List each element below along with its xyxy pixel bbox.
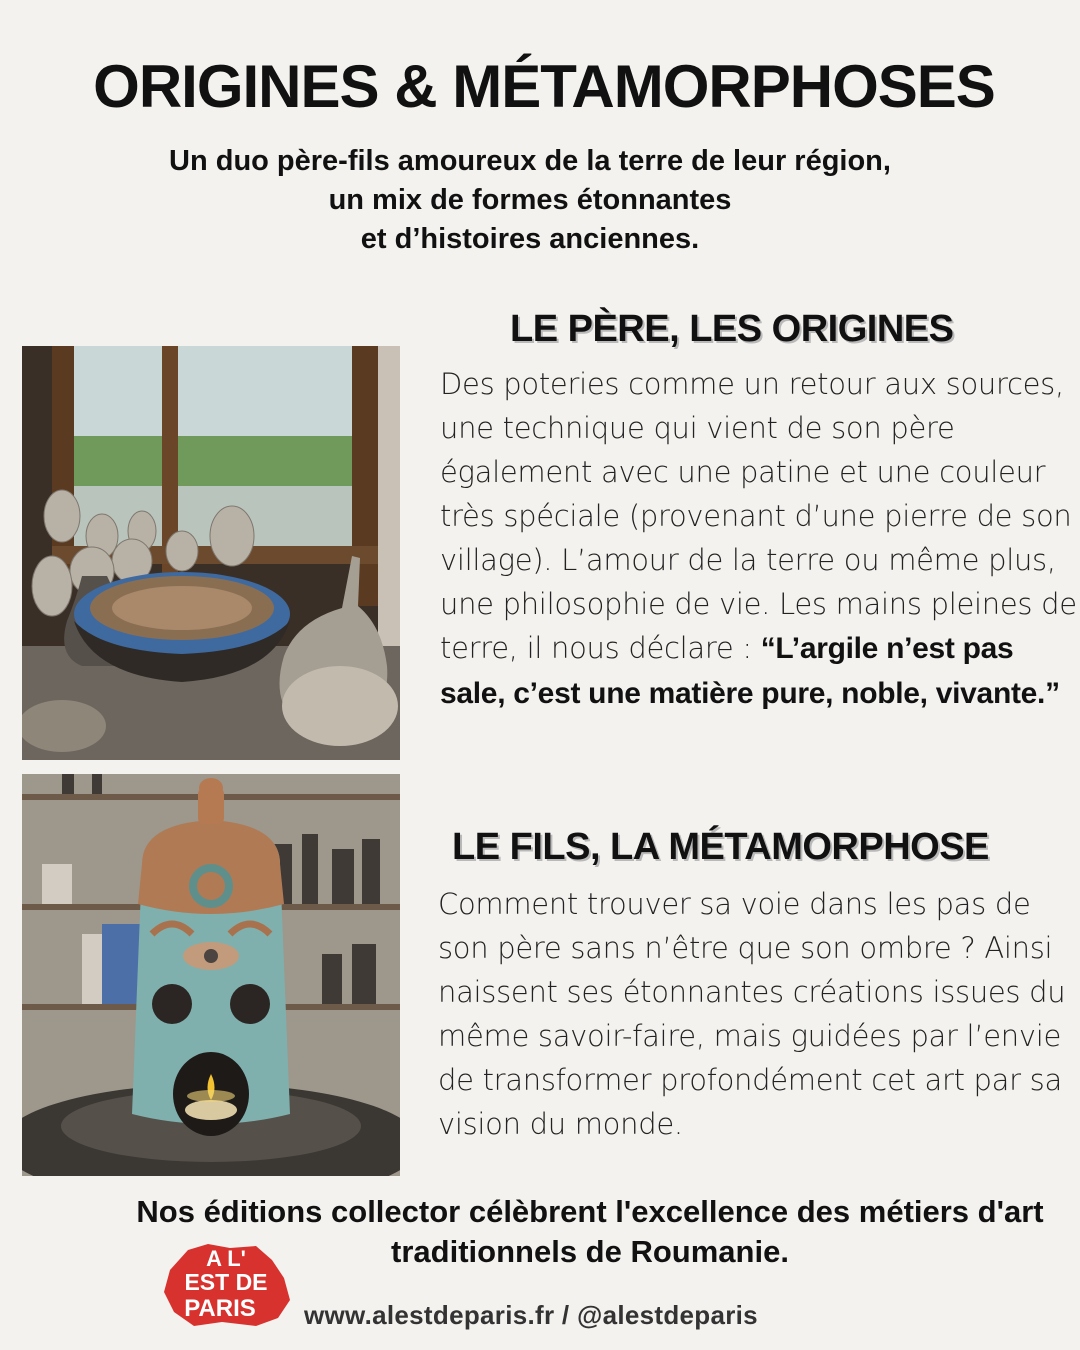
pottery-workshop-photo	[22, 346, 400, 760]
ceramic-lantern-photo	[22, 774, 400, 1176]
intro-line: et d’histoires anciennes.	[360, 223, 700, 255]
footer-tagline: Nos éditions collector célèbrent l'excellence des métiers d'art traditionnels de Roumanie.	[136, 1194, 1044, 1269]
website-link[interactable]: www.alestdeparis.fr / @alestdeparis	[304, 1300, 758, 1330]
fils-paragraph: Comment trouver sa voie dans les pas de son père sans n’être que son ombre ? Ainsi naissent ses étonnantes créations issues du même savoir-faire, mais guidées par l’envie de transformer profondément cet art par sa vision du monde.	[438, 887, 1066, 1141]
intro-line: un mix de formes étonnantes	[328, 184, 732, 216]
logo-text: PARIS	[184, 1295, 256, 1322]
logo-text: A L'	[206, 1246, 246, 1271]
fils-heading: LE FILS, LA MÉTAMORPHOSE	[452, 826, 989, 868]
logo-text: EST DE	[184, 1269, 268, 1295]
intro-text	[60, 142, 1000, 259]
page-title: ORIGINES & MÉTAMORPHOSES	[93, 53, 995, 120]
pere-text: Des poteries comme un retour aux sources, une technique qui vient de son père également avec une patine et une couleur très spéciale (provenant d’une pierre de son village). L’amour de la terre ou même plus, une philosophie de vie. Les mains pleines de terre, il nous déclare :	[440, 367, 1077, 665]
intro-line: Un duo père-fils amoureux de la terre de leur région,	[169, 145, 891, 177]
alestdeparis-logo	[160, 1242, 292, 1328]
pere-paragraph	[440, 362, 1080, 716]
pere-quote: “L’argile n’est pas sale, c’est une matière pure, noble, vivante.”	[440, 632, 1060, 710]
pere-heading: LE PÈRE, LES ORIGINES	[510, 308, 954, 350]
